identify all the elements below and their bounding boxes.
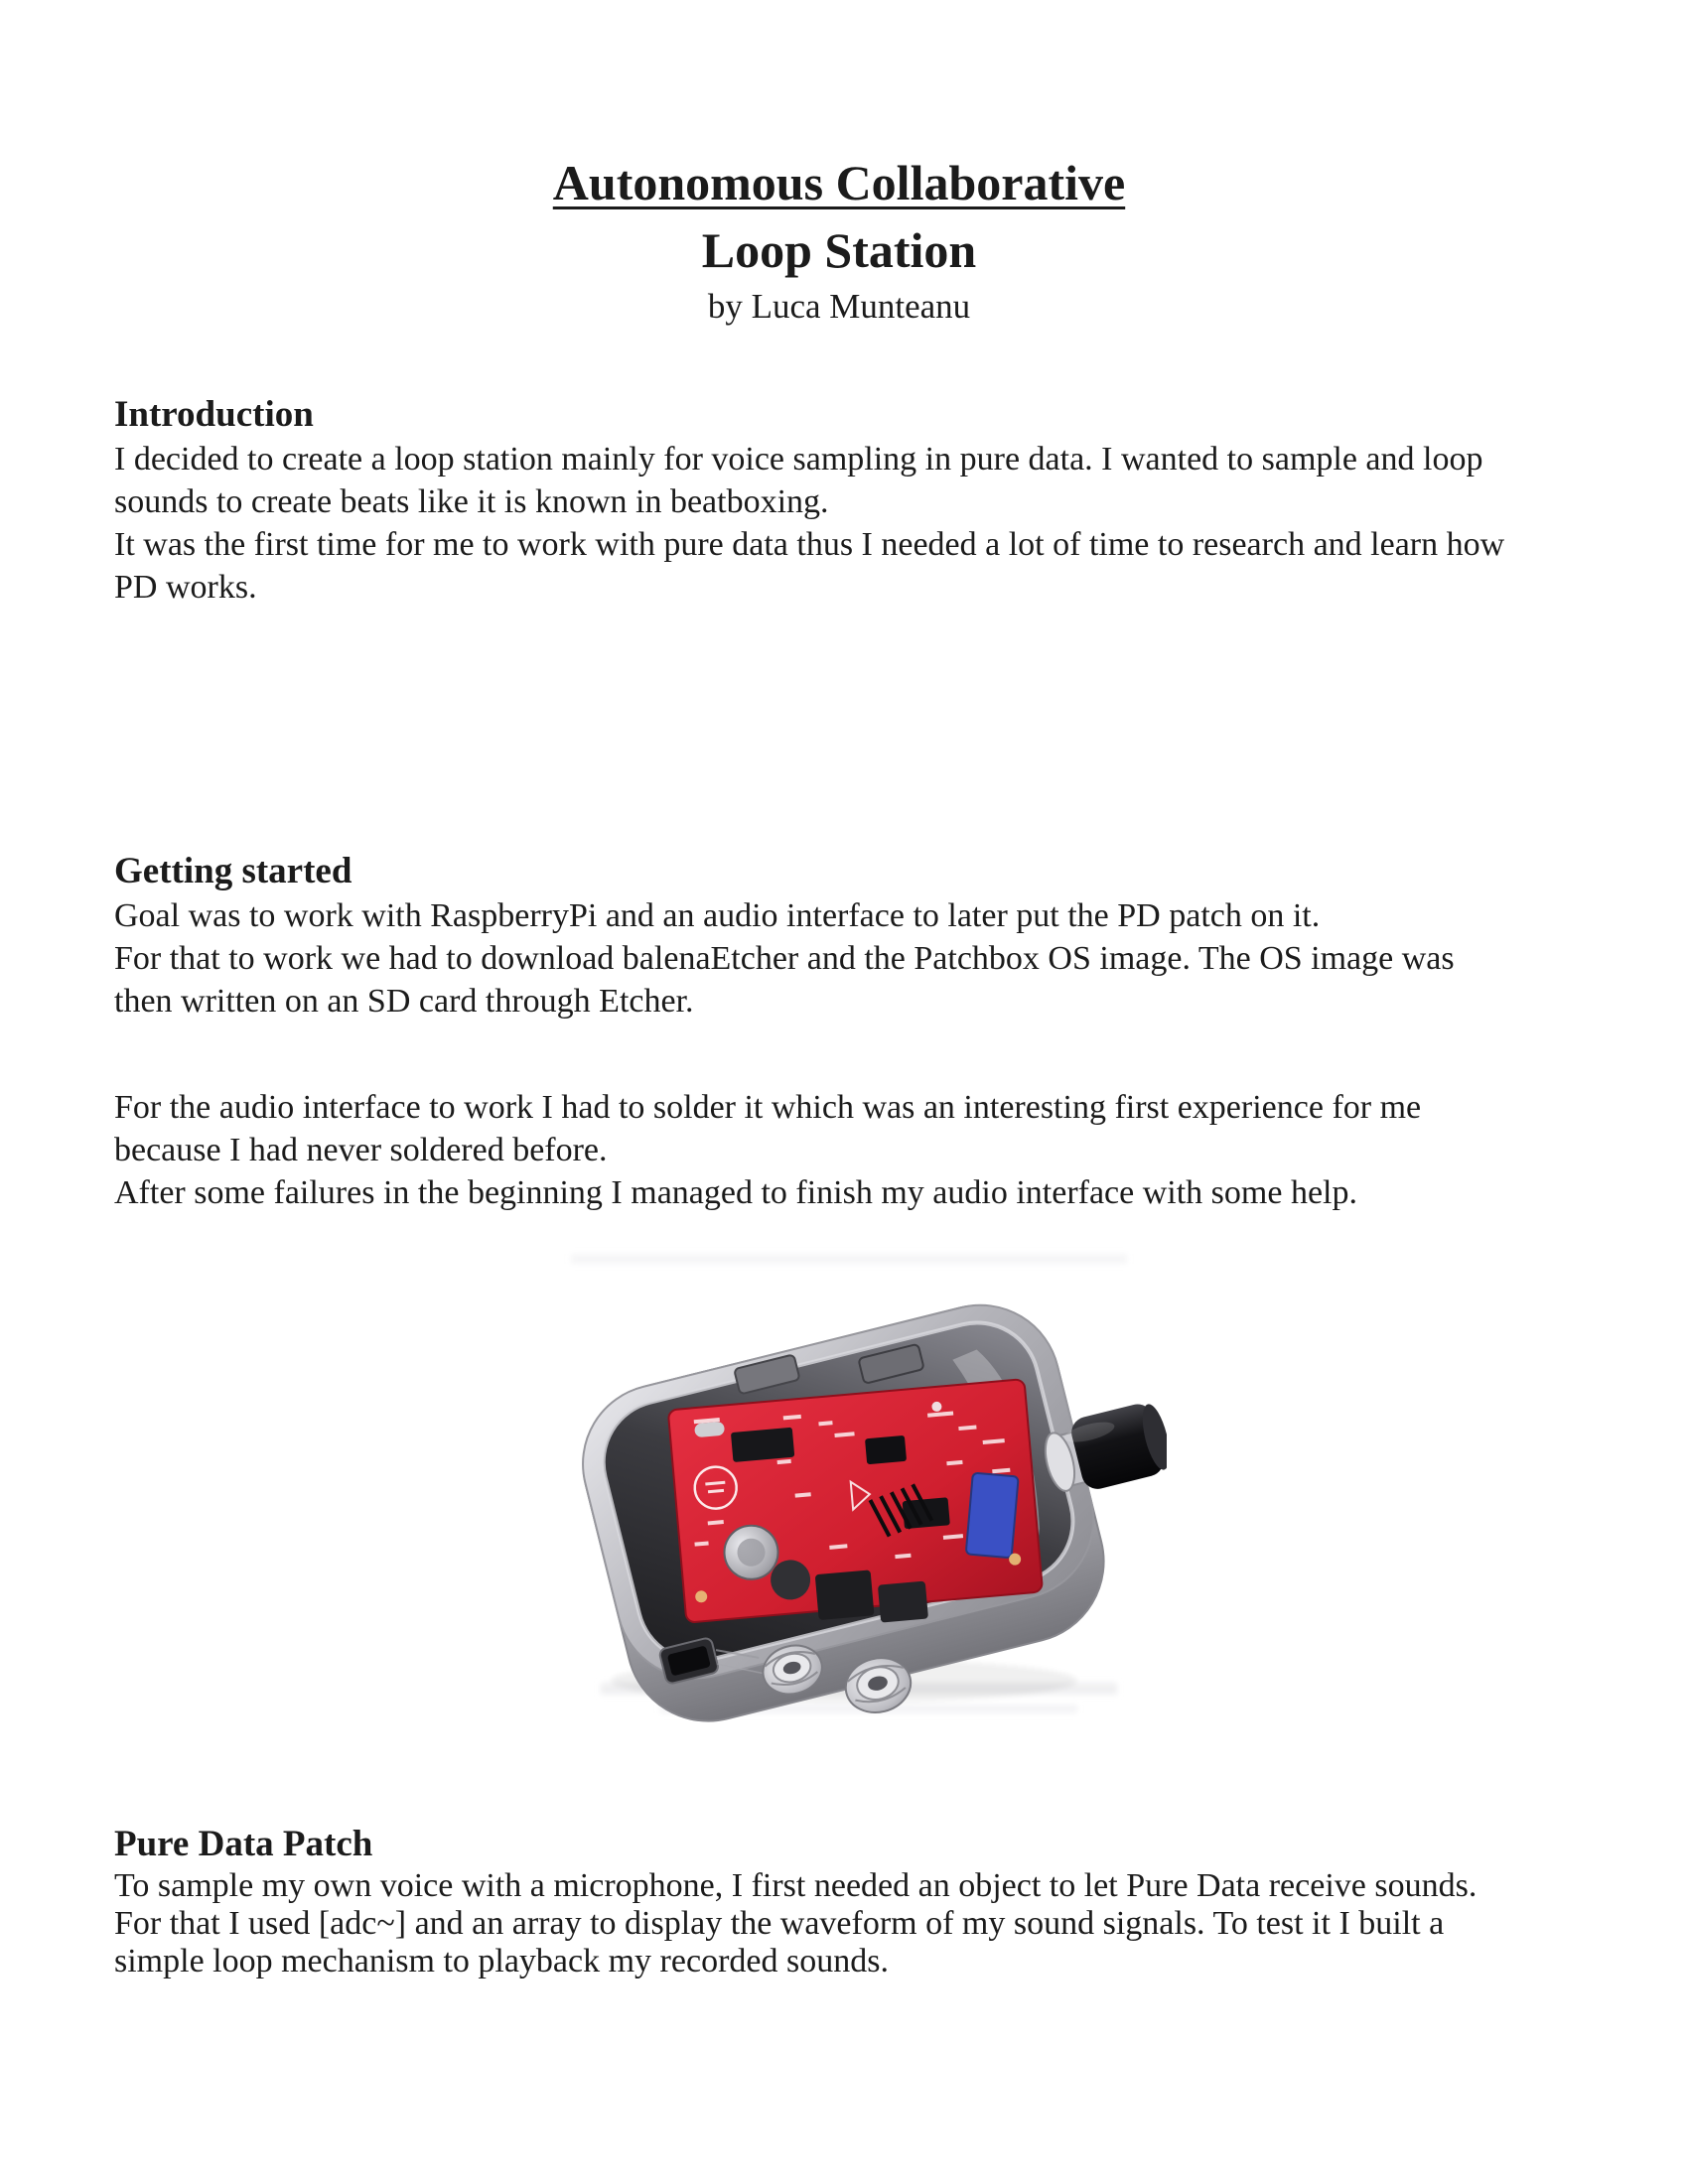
document-header	[114, 149, 1564, 330]
text-line: After some failures in the beginning I managed to finish my audio interface with some help.	[114, 1174, 1357, 1211]
text-line: For that to work we had to download balenaEtcher and the Patchbox OS image. The OS image was	[114, 940, 1455, 977]
section-heading-introduction: Introduction	[114, 394, 314, 435]
getting-started-paragraph-4	[114, 1171, 1564, 1214]
intro-paragraph-1	[114, 438, 1564, 523]
section-pure-data-patch	[114, 1822, 1564, 1980]
text-line: PD works.	[114, 569, 257, 606]
audio-interface-photo	[541, 1246, 1167, 1722]
text-line: because I had never soldered before.	[114, 1132, 608, 1168]
text-line: To sample my own voice with a microphone, I first needed an object to let Pure Data receive sounds.	[114, 1867, 1477, 1904]
section-getting-started	[114, 849, 1564, 1214]
getting-started-paragraph-1	[114, 894, 1564, 937]
intro-paragraph-2	[114, 523, 1564, 609]
text-line: It was the first time for me to work with pure data thus I needed a lot of time to research and learn how	[114, 526, 1505, 563]
document-title	[114, 149, 1564, 284]
title-line-1: Autonomous Collaborative	[552, 155, 1126, 210]
pcb-transistor	[878, 1581, 928, 1623]
text-line: For the audio interface to work I had to solder it which was an interesting first experience for me	[114, 1089, 1422, 1126]
getting-started-paragraph-3	[114, 1086, 1564, 1171]
section-heading-pure-data-patch: Pure Data Patch	[114, 1824, 373, 1864]
pure-data-paragraph-1	[114, 1867, 1564, 1980]
tin-body	[566, 1267, 1167, 1722]
pcb-chip	[865, 1435, 907, 1464]
section-heading-getting-started: Getting started	[114, 851, 352, 891]
byline: by Luca Munteanu	[707, 287, 971, 326]
text-line: sounds to create beats like it is known in beatboxing.	[114, 483, 829, 520]
pcb-transistor	[815, 1570, 875, 1620]
audio-interface-photo-illustration	[541, 1246, 1167, 1722]
pcb-chip	[731, 1428, 794, 1462]
text-line: I decided to create a loop station mainly for voice sampling in pure data. I wanted to sample and loop	[114, 441, 1483, 478]
section-introduction	[114, 392, 1564, 609]
text-line: Goal was to work with RaspberryPi and an audio interface to later put the PD patch on it.	[114, 897, 1321, 934]
text-line: then written on an SD card through Etcher.	[114, 983, 694, 1020]
getting-started-paragraph-2	[114, 937, 1564, 1023]
text-line: For that I used [adc~] and an array to display the waveform of my sound signals. To test it I built a	[114, 1905, 1445, 1942]
pcb-blue-component	[966, 1473, 1019, 1559]
title-line-2: Loop Station	[701, 222, 977, 278]
text-line: simple loop mechanism to playback my recorded sounds.	[114, 1943, 889, 1979]
document-content	[0, 149, 1564, 1980]
